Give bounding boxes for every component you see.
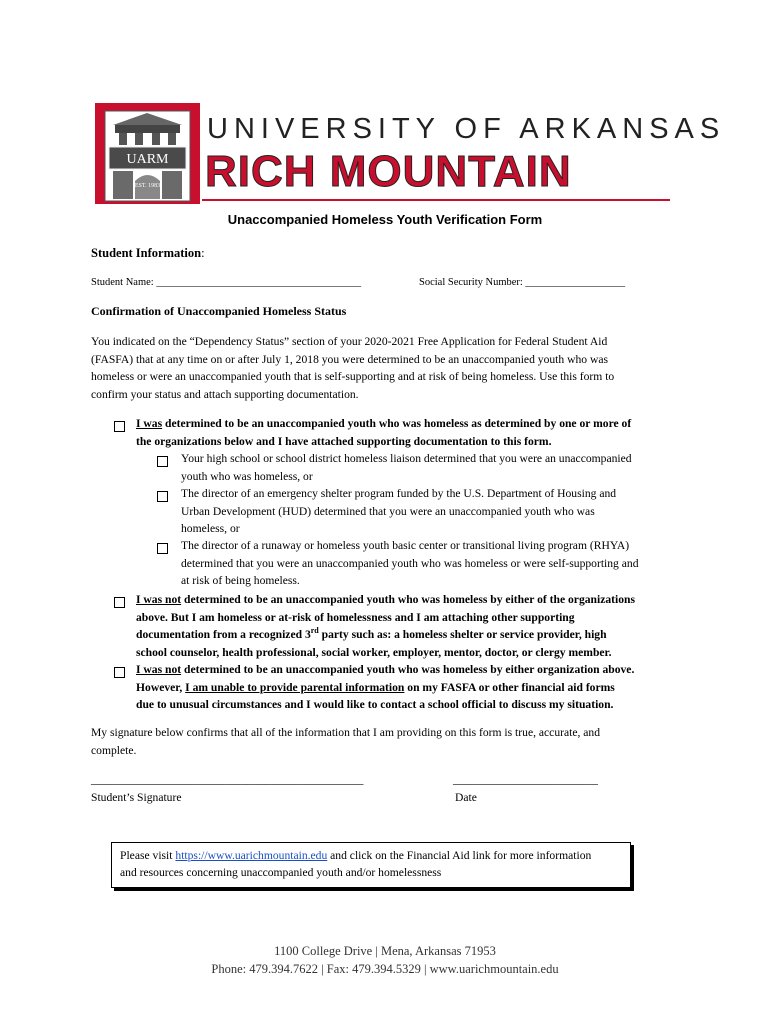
logo-divider [202,199,670,201]
footer-contact: Phone: 479.394.7622 | Fax: 479.394.5329 | www.uarichmountain.edu [211,962,559,976]
website-link[interactable]: https://www.uarichmountain.edu [175,849,328,862]
option-1-text: I was determined to be an unaccompanied youth who was homeless as determined by one or more of the organizations below and I have attached supporting documentation to this form. [136,417,632,448]
logo-emblem [95,103,200,204]
option-1-checkbox[interactable] [114,421,125,432]
svg-text:EST. 1983: EST. 1983 [134,183,161,189]
sub-option-2-text: The director of an emergency shelter program funded by the U.S. Department of Housing and Urban Development (HUD) determined that you were an unaccompanied youth who was homeless, or [181,487,617,535]
sub-option-2-checkbox[interactable] [157,491,168,502]
ssn-field[interactable]: Social Security Number: ___________________ [419,277,626,288]
info-box: Please visit https://www.uarichmountain.edu and click on the Financial Aid link for more information and resources concerning unaccompanied youth and/or homelessness [111,842,631,888]
signature-line[interactable]: _______________________________________________ [91,773,364,786]
form-title: Unaccompanied Homeless Youth Verification Form [227,212,543,227]
confirmation-intro: You indicated on the “Dependency Status” section of your 2020-2021 Free Application for Federal Student Aid (FASFA) that at any time on or after July 1, 2018 you were determined to be an unaccompanied youth who was homeless or were an unaccompanied youth that is self-supporting and at risk of being homeless. Use this form to confirm your status and attach supporting documentation. [91,335,615,401]
logo-university-text: UNIVERSITY OF ARKANSAS [207,113,726,145]
footer-address: 1100 College Drive | Mena, Arkansas 71953 [274,944,496,958]
university-logo [95,103,726,207]
date-label: Date [455,791,477,804]
sub-option-1-checkbox[interactable] [157,456,168,467]
option-2-checkbox[interactable] [114,597,125,608]
sub-option-1-text: Your high school or school district homeless liaison determined that you were an unaccompanied youth who was homeless, or [181,452,632,483]
confirmation-heading: Confirmation of Unaccompanied Homeless Status [91,304,347,318]
option-3-checkbox[interactable] [114,667,125,678]
clock-tower-icon [95,103,200,204]
sub-option-3-text: The director of a runaway or homeless youth basic center or transitional living program (RHYA) determined that you were an unaccompanied youth who was homeless or were self-supporting and at risk of being homeless. [181,539,639,587]
sub-option-3-checkbox[interactable] [157,543,168,554]
student-name-field[interactable]: Student Name: _______________________________________ [91,277,362,288]
signature-label: Student’s Signature [91,791,182,804]
option-2-text: I was not determined to be an unaccompanied youth who was homeless by either of the organizations above. But I am homeless or at-risk of homelessness and I am attaching other supporting documentation from a recognized 3rd party such as: a homeless shelter or service provider, high school counselor, health professional, social worker, employer, mentor, doctor, or clergy member. [136,593,635,659]
logo-campus-text: RICH MOUNTAIN [205,147,572,196]
svg-text:UARM: UARM [126,152,169,167]
student-info-heading: Student Information: [91,246,205,260]
date-line[interactable]: _________________________ [453,773,598,786]
signature-statement: My signature below confirms that all of the information that I am providing on this form is true, accurate, and complete. [91,726,601,757]
option-3-text: I was not determined to be an unaccompanied youth who was homeless by either organization above. However, I am unable to provide parental information on my FASFA or other financial aid forms due to unusual circumstances and I would like to contact a school official to discuss my situation. [136,663,635,711]
